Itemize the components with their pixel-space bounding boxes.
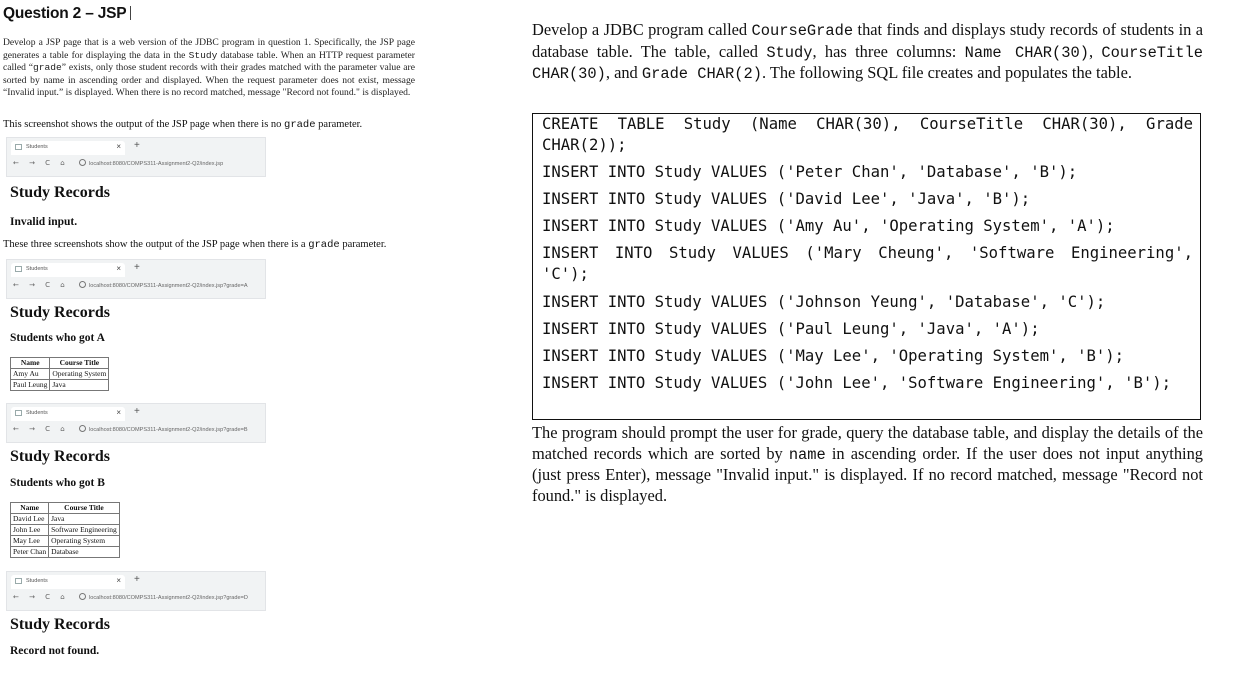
jsp-description bbox=[3, 37, 415, 100]
outro-code: name bbox=[788, 445, 826, 464]
results-table-b bbox=[10, 502, 120, 558]
page-heading: Study Records bbox=[10, 184, 111, 201]
page-favicon-icon bbox=[15, 410, 22, 416]
outro-text: in ascending order. If the user does not input anything (just press Enter), message "Invalid input." is displayed. If no record matched, message "Record not found." is displayed. bbox=[532, 443, 1204, 505]
info-icon bbox=[79, 159, 86, 166]
page-heading: Study Records bbox=[10, 448, 111, 465]
sql-line: INSERT INTO Study VALUES ('May Lee', 'Operating System', 'B'); bbox=[542, 347, 1125, 365]
nav-buttons-icon[interactable]: ← → C ⌂ bbox=[13, 281, 69, 289]
page-favicon-icon bbox=[15, 578, 22, 584]
table-row bbox=[11, 547, 120, 558]
desc-code: grade bbox=[33, 62, 62, 73]
new-tab-icon[interactable]: + bbox=[134, 262, 140, 273]
tab-close-icon[interactable]: × bbox=[116, 264, 121, 273]
table-cell: David Lee bbox=[11, 514, 49, 525]
sql-line: INSERT INTO Study VALUES ('David Lee', 'Java', 'B'); bbox=[542, 190, 1031, 208]
nav-buttons-icon[interactable]: ← → C ⌂ bbox=[13, 593, 69, 601]
sql-line: INSERT INTO Study VALUES ('Paul Leung', 'Java', 'A'); bbox=[542, 320, 1040, 338]
browser-bar bbox=[6, 137, 266, 177]
tab-close-icon[interactable]: × bbox=[116, 576, 121, 585]
intro-text: . The following SQL file creates and populates the table. bbox=[761, 63, 1132, 83]
info-icon bbox=[79, 425, 86, 432]
results-table-a bbox=[10, 357, 109, 391]
nav-buttons-icon[interactable]: ← → C ⌂ bbox=[13, 425, 69, 433]
intro-text: , has three columns: bbox=[812, 41, 965, 61]
url-text: localhost:8080/COMPS311-Assignment2-Q2/index.jsp?grade=A bbox=[89, 283, 248, 289]
tab-title: Students bbox=[26, 578, 48, 584]
jdbc-intro bbox=[532, 20, 1203, 85]
caption-with-grade bbox=[3, 239, 386, 251]
browser-bar bbox=[6, 403, 266, 443]
intro-text: that finds and displays study records of students in a database table. The table, called bbox=[532, 20, 1203, 61]
table-cell: John Lee bbox=[11, 525, 49, 536]
address-bar[interactable] bbox=[79, 159, 223, 167]
desc-text: ” exists, only those student records with their grades matched with the parameter value are sorted by name in ascending order and displayed. When the request parameter does not exist, message “Invalid input.” is displayed. When there is no record matched, message "Record not found." is displayed. bbox=[3, 62, 416, 98]
jdbc-outro bbox=[532, 423, 1203, 506]
caption-code: grade bbox=[308, 239, 340, 251]
table-cell: Peter Chan bbox=[11, 547, 49, 558]
table-cell: Database bbox=[49, 547, 120, 558]
url-text: localhost:8080/COMPS311-Assignment2-Q2/index.jsp bbox=[89, 161, 224, 167]
sql-line: INSERT INTO Study VALUES ('Peter Chan', 'Database', 'B'); bbox=[542, 163, 1078, 181]
table-row bbox=[11, 380, 109, 391]
page-heading: Study Records bbox=[10, 304, 111, 321]
intro-code: CourseTitle CHAR(30) bbox=[532, 43, 1203, 84]
page-heading: Study Records bbox=[10, 616, 111, 633]
new-tab-icon[interactable]: + bbox=[134, 406, 140, 417]
sql-line: INSERT INTO Study VALUES ('Mary Cheung', 'Software Engineering', 'C'); bbox=[542, 244, 1193, 283]
intro-text: Develop a JDBC program called bbox=[532, 20, 752, 39]
column-header: Course Title bbox=[49, 503, 120, 514]
table-header-row bbox=[11, 358, 109, 369]
tab-title: Students bbox=[26, 410, 48, 416]
page-message: Students who got B bbox=[10, 477, 105, 489]
table-cell: Amy Au bbox=[11, 369, 50, 380]
desc-code: Study bbox=[188, 49, 218, 61]
table-cell: Operating System bbox=[49, 536, 120, 547]
column-header: Course Title bbox=[50, 358, 109, 369]
intro-code: Study bbox=[766, 43, 813, 62]
table-row bbox=[11, 514, 120, 525]
new-tab-icon[interactable]: + bbox=[134, 140, 140, 151]
intro-code: Grade CHAR(2) bbox=[641, 65, 762, 84]
tab-title: Students bbox=[26, 144, 48, 150]
url-text: localhost:8080/COMPS311-Assignment2-Q2/index.jsp?grade=D bbox=[89, 595, 248, 601]
table-cell: Java bbox=[50, 380, 109, 391]
table-row bbox=[11, 369, 109, 380]
browser-bar bbox=[6, 259, 266, 299]
outro-text: The program should prompt the user for grade, query the database table, and display the details of the matched records which are sorted by bbox=[532, 423, 1203, 463]
intro-code: CourseGrade bbox=[751, 22, 854, 40]
column-header: Name bbox=[11, 358, 50, 369]
table-header-row bbox=[11, 503, 120, 514]
caption-text: This screenshot shows the output of the JSP page when there is no bbox=[3, 119, 285, 130]
page-message: Students who got A bbox=[10, 332, 105, 344]
info-icon bbox=[79, 593, 86, 600]
nav-buttons-icon[interactable]: ← → C ⌂ bbox=[13, 159, 69, 167]
caption-no-grade bbox=[3, 119, 362, 131]
sql-line: INSERT INTO Study VALUES ('John Lee', 'Software Engineering', 'B'); bbox=[542, 374, 1172, 392]
info-icon bbox=[79, 281, 86, 288]
table-cell: Software Engineering bbox=[49, 525, 120, 536]
page-favicon-icon bbox=[15, 266, 22, 272]
address-bar[interactable] bbox=[79, 593, 248, 601]
text-cursor bbox=[130, 6, 131, 20]
sql-line: INSERT INTO Study VALUES ('Johnson Yeung', 'Database', 'C'); bbox=[542, 293, 1106, 311]
desc-text: Develop a JSP page that is a web version of the JDBC program in question 1. Specifically, the JSP page generates a table for displaying the data in the bbox=[3, 37, 415, 61]
intro-text: , bbox=[1088, 41, 1102, 61]
table-cell: Paul Leung bbox=[11, 380, 50, 391]
browser-tab[interactable] bbox=[11, 575, 125, 589]
page-favicon-icon bbox=[15, 144, 22, 150]
tab-title: Students bbox=[26, 266, 48, 272]
browser-tab[interactable] bbox=[11, 407, 125, 421]
caption-text: parameter. bbox=[339, 239, 387, 250]
table-row bbox=[11, 525, 120, 536]
caption-code: grade bbox=[284, 119, 316, 131]
table-cell: Java bbox=[49, 514, 120, 525]
caption-text: parameter. bbox=[315, 119, 363, 130]
address-bar[interactable] bbox=[79, 425, 248, 433]
browser-tab[interactable] bbox=[11, 141, 125, 155]
tab-close-icon[interactable]: × bbox=[116, 408, 121, 417]
question-title bbox=[3, 5, 131, 23]
table-cell: Operating System bbox=[50, 369, 109, 380]
sql-code-box bbox=[532, 113, 1201, 420]
new-tab-icon[interactable]: + bbox=[134, 574, 140, 585]
sql-line: INSERT INTO Study VALUES ('Amy Au', 'Operating System', 'A'); bbox=[542, 217, 1115, 235]
browser-tab[interactable] bbox=[11, 263, 125, 277]
browser-bar bbox=[6, 571, 266, 611]
url-text: localhost:8080/COMPS311-Assignment2-Q2/index.jsp?grade=B bbox=[89, 427, 248, 433]
page-message: Invalid input. bbox=[10, 216, 78, 228]
table-cell: May Lee bbox=[11, 536, 49, 547]
column-header: Name bbox=[11, 503, 49, 514]
table-row bbox=[11, 536, 120, 547]
address-bar[interactable] bbox=[79, 281, 248, 289]
tab-close-icon[interactable]: × bbox=[116, 142, 121, 151]
question-title-text: Question 2 – JSP bbox=[3, 5, 127, 22]
intro-code: Name CHAR(30) bbox=[964, 43, 1089, 62]
desc-text: database table. When an HTTP request parameter called “ bbox=[3, 49, 416, 73]
page-message: Record not found. bbox=[10, 645, 100, 657]
intro-text: , and bbox=[605, 63, 642, 83]
sql-line: CREATE TABLE Study (Name CHAR(30), CourseTitle CHAR(30), Grade CHAR(2)); bbox=[542, 115, 1193, 154]
caption-text: These three screenshots show the output of the JSP page when there is a bbox=[3, 239, 309, 250]
